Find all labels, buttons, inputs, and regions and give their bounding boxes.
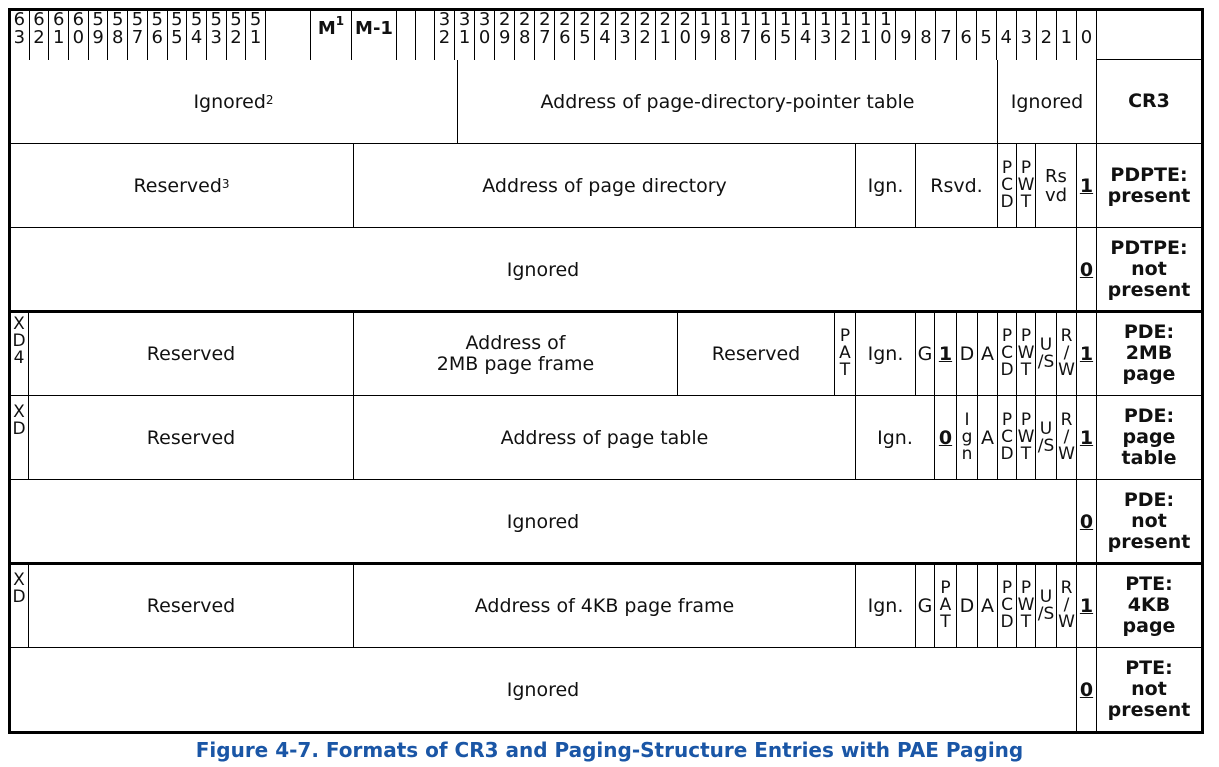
pde2mb-present-bit: 1 bbox=[1077, 312, 1097, 396]
pde-np-ignored: Ignored bbox=[10, 480, 1077, 564]
pdpte-rsvd: Rsvd. bbox=[916, 144, 998, 228]
pdept-pwt-bit: P W T bbox=[1017, 396, 1036, 480]
bit-number-header: 2 5 bbox=[575, 10, 595, 60]
row-label-pde-page-table: PDE: page table bbox=[1097, 396, 1202, 480]
pdpte-ign: Ign. bbox=[856, 144, 916, 228]
bit-number-header: 2 6 bbox=[555, 10, 575, 60]
table-frame bbox=[8, 8, 1204, 734]
bit-number-header: 2 8 bbox=[515, 10, 535, 60]
pdpte-rsvd-bits: Rs vd bbox=[1036, 144, 1077, 228]
bit-number-header: 6 3 bbox=[10, 10, 30, 60]
pdept-ign-bit: I g n bbox=[957, 396, 978, 480]
pdpte-reserved: Reserved $^3$ bbox=[10, 144, 354, 228]
bit-number-header: 2 3 bbox=[616, 10, 636, 60]
bit-number-header: 6 bbox=[957, 10, 977, 60]
pde2mb-reserved-2: Reserved bbox=[678, 312, 835, 396]
cr3-pdpt-address: Address of page-directory-pointer table bbox=[458, 60, 998, 144]
group-divider bbox=[8, 310, 1204, 313]
pdept-reserved: Reserved bbox=[29, 396, 354, 480]
bit-number-header: 6 0 bbox=[69, 10, 89, 60]
bit-number-header: 1 0 bbox=[876, 10, 896, 60]
bit-number-header: 5 bbox=[977, 10, 997, 60]
pte-pat-bit: P A T bbox=[935, 564, 957, 648]
pdpte-np-present-bit: 0 bbox=[1077, 228, 1097, 312]
pdept-ign: Ign. bbox=[856, 396, 935, 480]
row-label-pte-not-present: PTE: not present bbox=[1097, 648, 1202, 732]
bit-number-header: 2 1 bbox=[656, 10, 676, 60]
bit-number-header: 5 9 bbox=[89, 10, 109, 60]
pte-a-bit: A bbox=[978, 564, 998, 648]
bit-number-header: 2 0 bbox=[676, 10, 696, 60]
cr3-ignored: Ignored $^2$ bbox=[10, 60, 458, 144]
pte-rw-bit: R / W bbox=[1057, 564, 1077, 648]
pdpte-present-bit: 1 bbox=[1077, 144, 1097, 228]
bit-number-header: 3 1 bbox=[455, 10, 475, 60]
pte-g-bit: G bbox=[916, 564, 935, 648]
pde2mb-reserved: Reserved bbox=[29, 312, 354, 396]
bit-number-header: 2 9 bbox=[495, 10, 515, 60]
bit-number-header: 5 4 bbox=[187, 10, 207, 60]
pde-np-present-bit: 0 bbox=[1077, 480, 1097, 564]
bit-number-header: 1 5 bbox=[776, 10, 796, 60]
pte-np-ignored: Ignored bbox=[10, 648, 1077, 732]
bit-number-header: 1 2 bbox=[836, 10, 856, 60]
pte-us-bit: U /S bbox=[1036, 564, 1057, 648]
bit-number-header: 5 1 bbox=[246, 10, 266, 60]
bit-number-header: 1 4 bbox=[796, 10, 816, 60]
pte-ign: Ign. bbox=[856, 564, 916, 648]
bit-number-header: 2 2 bbox=[636, 10, 656, 60]
bit-number-header: 1 1 bbox=[856, 10, 876, 60]
pde2mb-d-bit: D bbox=[957, 312, 978, 396]
pdpte-pd-address: Address of page directory bbox=[354, 144, 856, 228]
pte-reserved: Reserved bbox=[29, 564, 354, 648]
pdept-ps-bit: 0 bbox=[935, 396, 957, 480]
pdpte-pwt-bit: P W T bbox=[1017, 144, 1036, 228]
bit-number-header: 5 8 bbox=[108, 10, 128, 60]
pdept-rw-bit: R / W bbox=[1057, 396, 1077, 480]
row-label-pde-not-present: PDE: not present bbox=[1097, 480, 1202, 564]
pde2mb-ps-bit: 1 bbox=[935, 312, 957, 396]
row-label-pdpte-not-present: PDTPE: not present bbox=[1097, 228, 1202, 312]
bit-number-header: 3 2 bbox=[435, 10, 455, 60]
pde2mb-ign: Ign. bbox=[856, 312, 916, 396]
pte-np-present-bit: 0 bbox=[1077, 648, 1097, 732]
bit-number-header: 2 bbox=[1037, 10, 1057, 60]
pdept-present-bit: 1 bbox=[1077, 396, 1097, 480]
bit-number-header: 5 6 bbox=[148, 10, 168, 60]
pde2mb-a-bit: A bbox=[978, 312, 998, 396]
pde2mb-xd-bit: X D 4 bbox=[10, 312, 29, 396]
bit-number-header: 5 2 bbox=[227, 10, 247, 60]
bit-number-header: 1 6 bbox=[756, 10, 776, 60]
pde2mb-pwt-bit: P W T bbox=[1017, 312, 1036, 396]
pdept-table-address: Address of page table bbox=[354, 396, 856, 480]
pde2mb-pcd-bit: P C D bbox=[998, 312, 1017, 396]
bit-number-header: 3 bbox=[1017, 10, 1037, 60]
pdept-a-bit: A bbox=[978, 396, 998, 480]
bit-number-header: 1 8 bbox=[716, 10, 736, 60]
pde2mb-rw-bit: R / W bbox=[1057, 312, 1077, 396]
bit-number-header: 1 7 bbox=[736, 10, 756, 60]
bit-number-header: 6 2 bbox=[30, 10, 50, 60]
bit-number-header: 2 4 bbox=[595, 10, 615, 60]
bit-number-header: 4 bbox=[997, 10, 1017, 60]
bit-number-header: 9 bbox=[896, 10, 916, 60]
row-label-pde-2mb: PDE: 2MB page bbox=[1097, 312, 1202, 396]
bit-number-header: 5 5 bbox=[168, 10, 188, 60]
bit-number-header: 0 bbox=[1077, 10, 1097, 60]
pde2mb-frame-address: Address of 2MB page frame bbox=[354, 312, 678, 396]
pte-xd-bit: X D bbox=[10, 564, 29, 648]
pdpte-np-ignored: Ignored bbox=[10, 228, 1077, 312]
pte-frame-address: Address of 4KB page frame bbox=[354, 564, 856, 648]
figure-caption: Figure 4-7. Formats of CR3 and Paging-Structure Entries with PAE Paging bbox=[195, 738, 1024, 762]
bit-number-header: 5 3 bbox=[207, 10, 227, 60]
bit-number-header: 5 7 bbox=[128, 10, 148, 60]
pte-d-bit: D bbox=[957, 564, 978, 648]
bit-number-header: 8 bbox=[916, 10, 936, 60]
pdpte-pcd-bit: P C D bbox=[998, 144, 1017, 228]
pte-pwt-bit: P W T bbox=[1017, 564, 1036, 648]
pde2mb-g-bit: G bbox=[916, 312, 935, 396]
pde2mb-pat-bit: P A T bbox=[835, 312, 856, 396]
row-label-pdpte-present: PDPTE: present bbox=[1097, 144, 1202, 228]
bit-header-m-minus-1: M-1 bbox=[352, 10, 397, 60]
pdept-xd-bit: X D bbox=[10, 396, 29, 480]
row-label-cr3: CR3 bbox=[1097, 60, 1202, 144]
bit-number-header: 2 7 bbox=[535, 10, 555, 60]
pte-present-bit: 1 bbox=[1077, 564, 1097, 648]
pte-pcd-bit: P C D bbox=[998, 564, 1017, 648]
bit-number-header: 3 0 bbox=[475, 10, 495, 60]
group-divider bbox=[8, 562, 1204, 565]
bit-number-header: 6 1 bbox=[49, 10, 69, 60]
row-label-pte-4kb: PTE: 4KB page bbox=[1097, 564, 1202, 648]
pde2mb-us-bit: U /S bbox=[1036, 312, 1057, 396]
pdept-us-bit: U /S bbox=[1036, 396, 1057, 480]
bit-number-header: 1 9 bbox=[696, 10, 716, 60]
bit-number-header: 1 bbox=[1057, 10, 1077, 60]
pdept-pcd-bit: P C D bbox=[998, 396, 1017, 480]
bit-number-header: 7 bbox=[937, 10, 957, 60]
bit-header-m: $M^1$ bbox=[311, 10, 352, 60]
cr3-ignored-low: Ignored bbox=[998, 60, 1097, 144]
bit-number-header: 1 3 bbox=[816, 10, 836, 60]
